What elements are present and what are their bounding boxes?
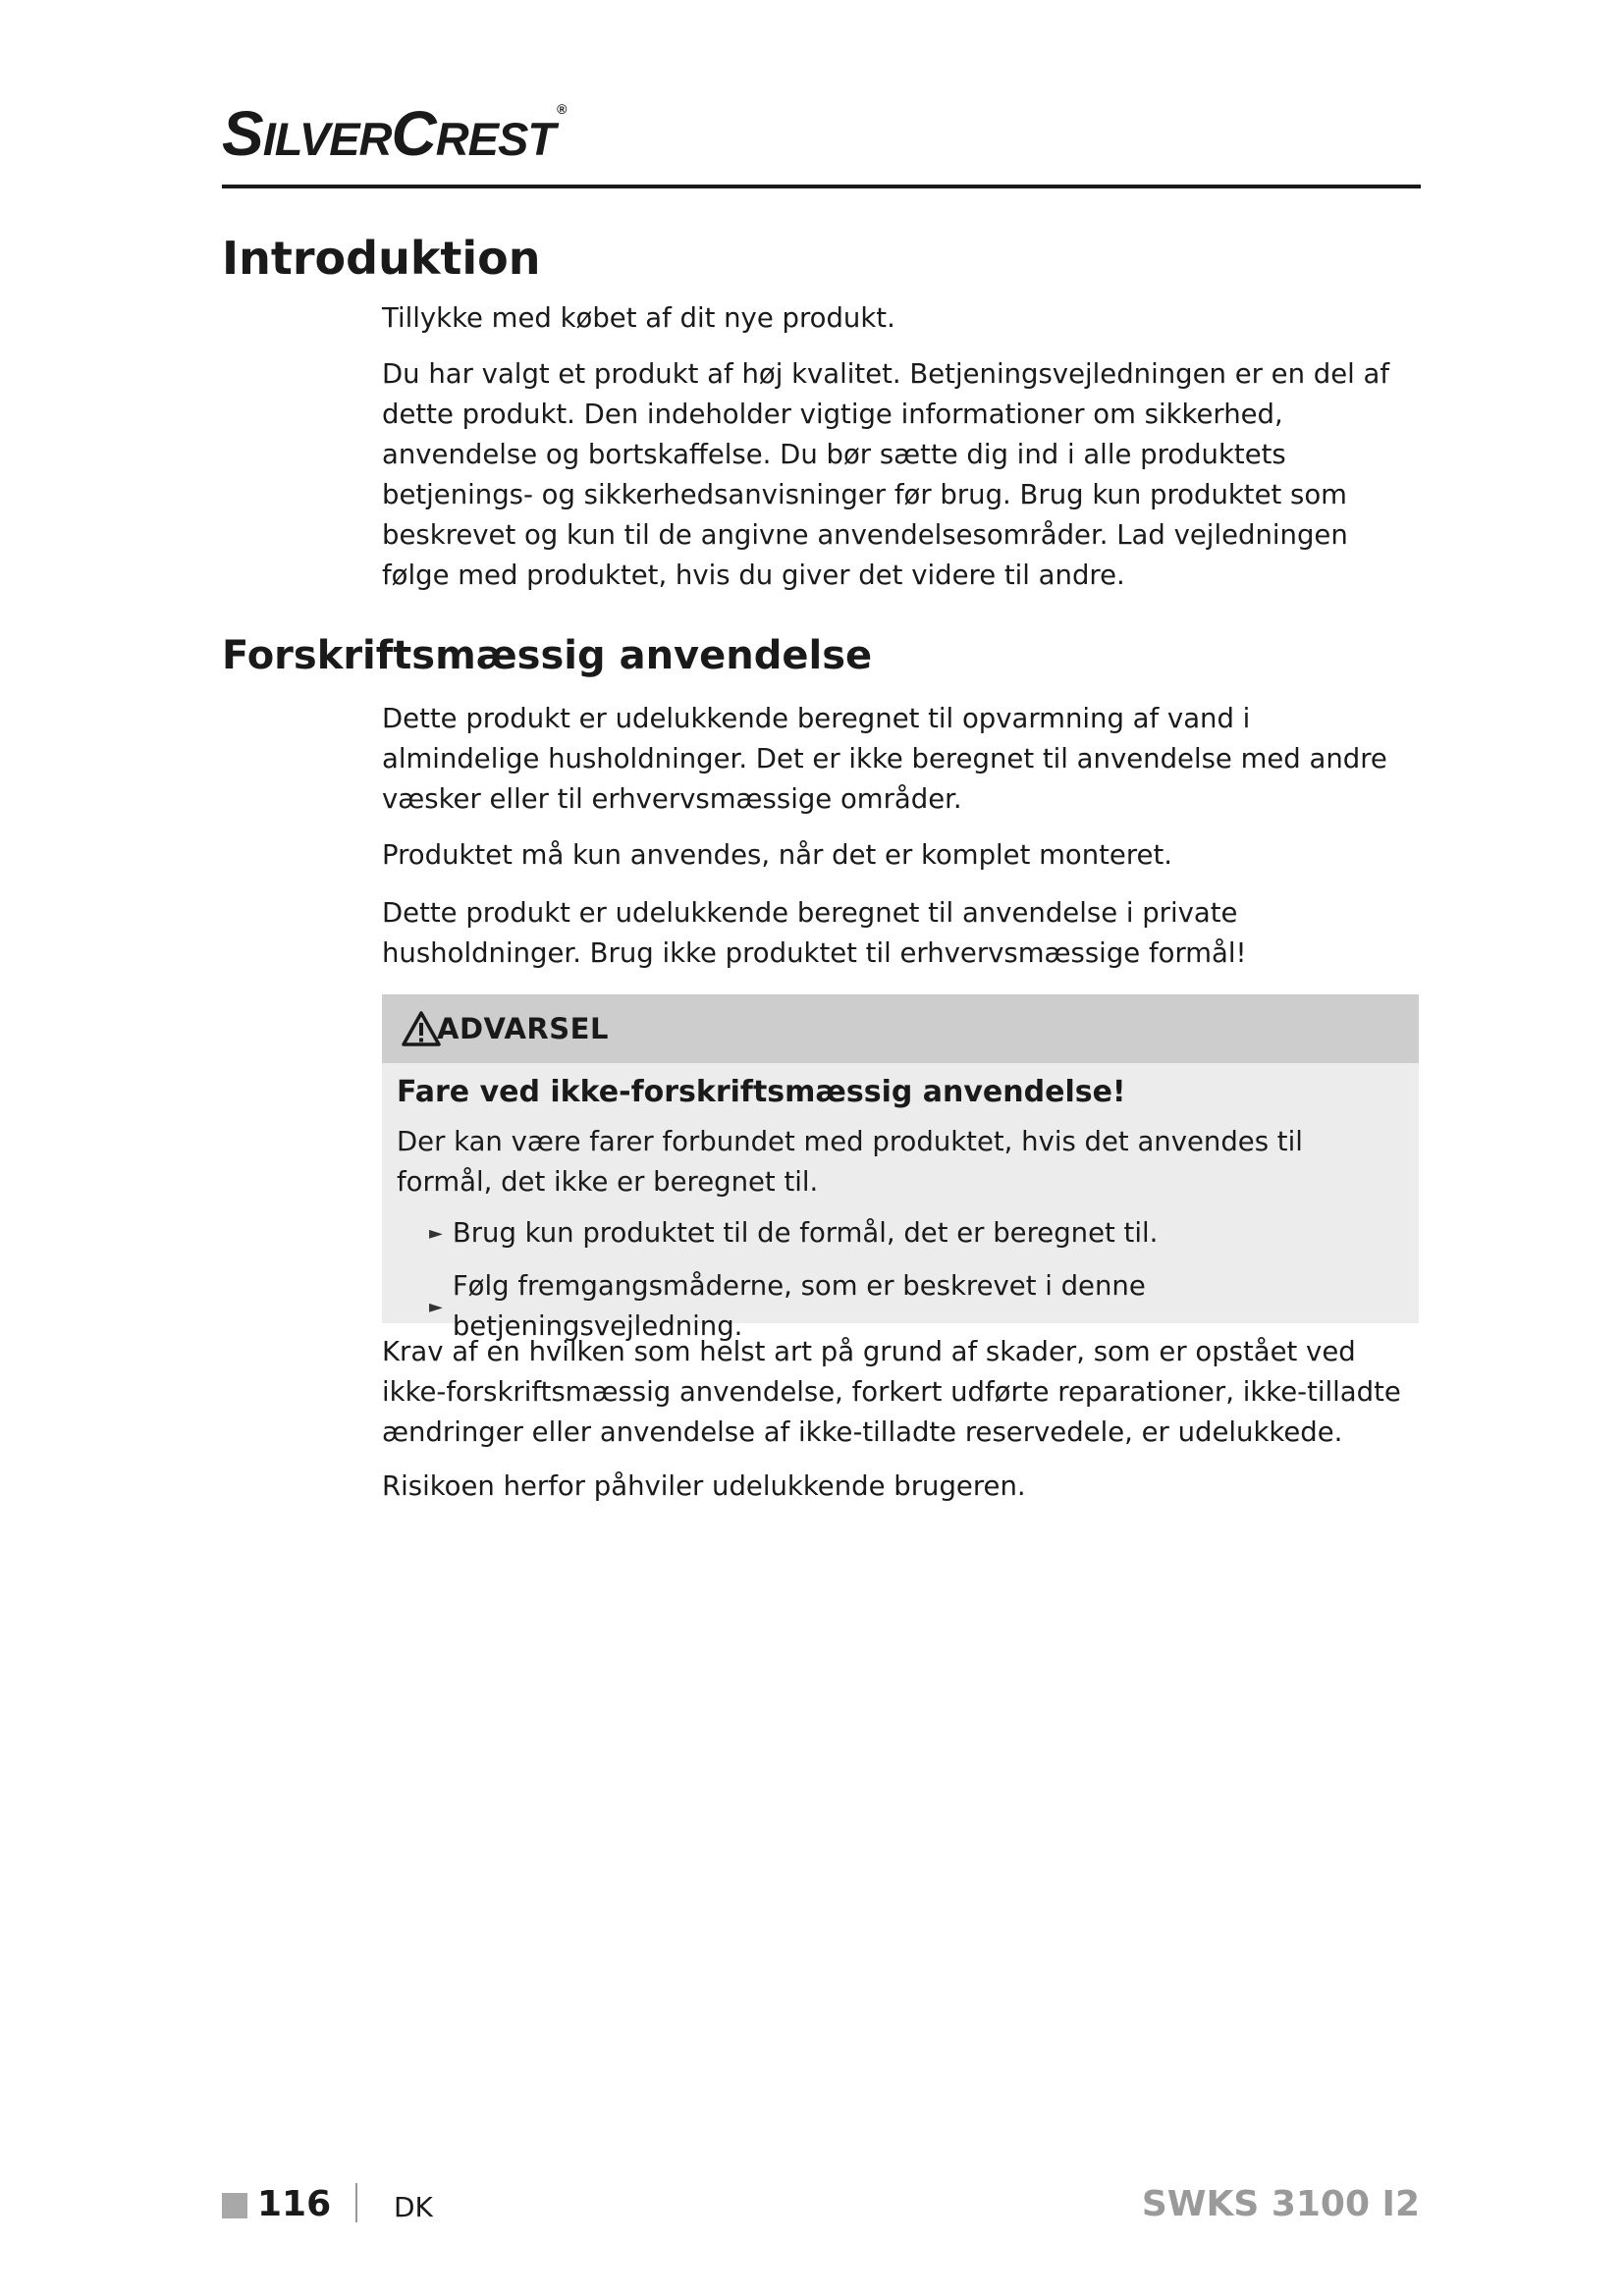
registered-mark: ® [557,101,567,117]
arrow-right-icon: ► [429,1296,443,1317]
footer-marker [222,2193,247,2218]
usage-paragraph-4: Krav af en hvilken som helst art på grund af skader, som er opstået ved ikke-forskriftsmæssig anvendelse, forkert udførte reparationer, ikke-tilladte ændringer eller anvendelse af ikke-tilladte reservedele, er udelukkede. [382,1336,1401,1448]
brand-rest: REST [435,113,556,165]
warning-bullet [429,1213,1158,1254]
usage-paragraph-5: Risikoen herfor påhviler udelukkende brugeren. [382,1470,1026,1502]
brand-letter-s: S [222,98,263,169]
warning-subtitle: Fare ved ikke-forskriftsmæssig anvendelse! [397,1075,1126,1109]
usage-title: Forskriftsmæssig anvendelse [222,633,873,678]
footer-divider [355,2183,357,2222]
usage-paragraph-1: Dette produkt er udelukkende beregnet til opvarmning af vand i almindelige husholdninger. Det er ikke beregnet til anvendelse med andre væsker eller til erhvervsmæssige områder. [382,703,1387,815]
brand-letter-c: C [391,98,436,169]
intro-paragraph-1: Tillykke med købet af dit nye produkt. [382,302,895,334]
model-number: SWKS 3100 I2 [1141,2184,1420,2224]
brand-logo [222,98,567,169]
brand-ilver: ILVER [262,113,392,165]
intro-paragraph-2: Du har valgt et produkt af høj kvalitet. Betjeningsvejledningen er en del af dette produkt. Den indeholder vigtige informationer om sikkerhed, anvendelse og bortskaffelse. Du bør sætte dig ind i alle produktets betjenings- og sikkerhedsanvisninger før brug. Brug kun produktet som beskrevet og kun til de angivne anvendelsesområder. Lad vejledningen følge med produktet, hvis du giver det videre til andre. [382,358,1390,591]
warning-box [382,994,1419,1342]
header-rule [222,185,1421,188]
warning-label: ADVARSEL [437,1012,609,1045]
arrow-right-icon: ► [429,1223,443,1244]
warning-header [382,994,1419,1063]
warning-triangle-icon [402,1011,441,1046]
language-code: DK [394,2191,433,2223]
warning-bullet-text: Følg fremgangsmåderne, som er beskrevet i denne betjeningsvejledning. [452,1270,1146,1342]
warning-text: Der kan være farer forbundet med produktet, hvis det anvendes til formål, det ikke er beregnet til. [397,1126,1303,1198]
usage-paragraph-3: Dette produkt er udelukkende beregnet til anvendelse i private husholdninger. Brug ikke produktet til erhvervsmæssige formål! [382,897,1247,969]
page-number: 116 [257,2184,332,2224]
usage-paragraph-2: Produktet må kun anvendes, når det er komplet monteret. [382,839,1172,871]
warning-bullet-text: Brug kun produktet til de formål, det er beregnet til. [452,1217,1159,1249]
intro-title: Introduktion [222,232,541,285]
